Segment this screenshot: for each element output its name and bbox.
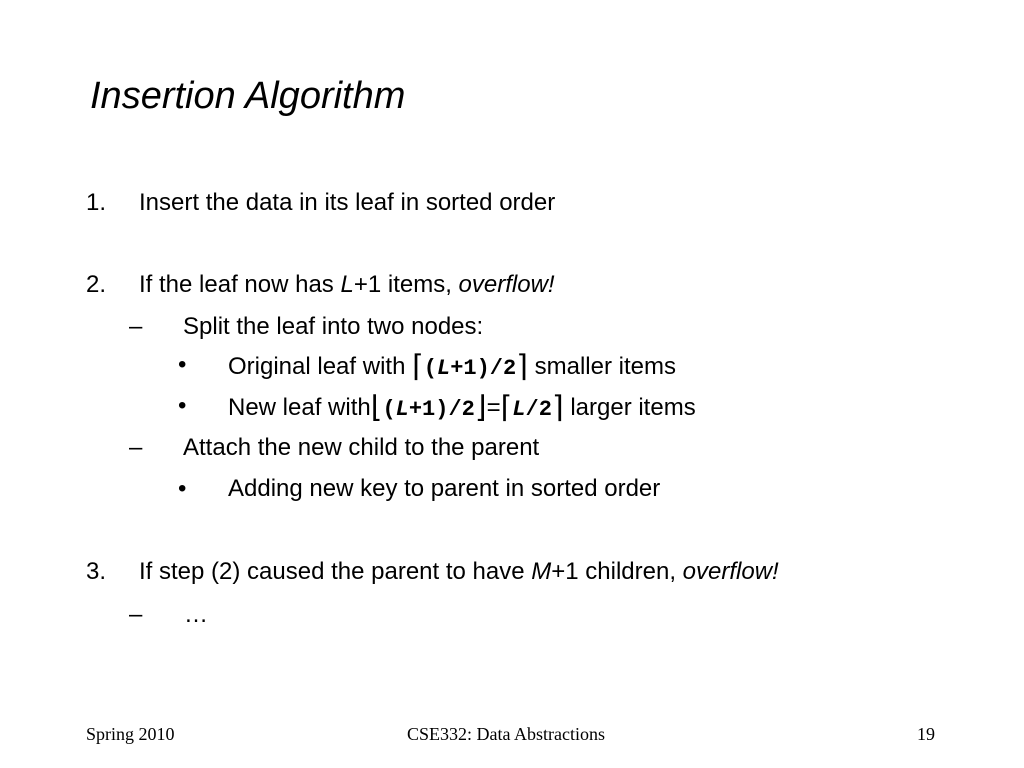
floor-open-symbol: ⌊ — [370, 390, 383, 425]
item-text: Insert the data in its leaf in sorted order — [139, 189, 556, 216]
equals-sign: = — [486, 394, 501, 421]
item-text: Attach the new child to the parent — [183, 434, 540, 461]
slide-title: Insertion Algorithm — [90, 75, 406, 117]
ceil-open-symbol: ⌈ — [412, 349, 424, 384]
text-segment: smaller items — [527, 353, 676, 380]
bullet-marker: • — [178, 475, 187, 502]
dash-marker: – — [129, 434, 143, 461]
text-segment: +1 items, — [353, 271, 459, 298]
dash-marker: – — [129, 601, 143, 628]
bullet-marker: • — [178, 351, 187, 378]
footer-date: Spring 2010 — [86, 724, 175, 744]
ceil-close-symbol: ⌉ — [551, 390, 564, 425]
text-segment: Original leaf with — [228, 353, 413, 380]
expr-var-l: L — [395, 397, 409, 422]
variable-m: M — [531, 558, 552, 585]
item-text — [228, 350, 676, 384]
footer-page-number: 19 — [917, 724, 935, 744]
text-segment: larger items — [563, 394, 696, 421]
bullet-marker: • — [178, 392, 187, 419]
text-segment: +1 children, — [551, 558, 683, 585]
expr-rest: /2 — [525, 397, 552, 422]
ceil-open-symbol: ⌈ — [500, 390, 513, 425]
expr-rest: +1)/2 — [450, 356, 517, 381]
overflow-emphasis: overflow! — [458, 271, 555, 298]
footer-course: CSE332: Data Abstractions — [407, 724, 605, 744]
expr-rest: +1)/2 — [408, 397, 475, 422]
item-text: Split the leaf into two nodes: — [183, 313, 484, 340]
item-text — [139, 270, 555, 300]
item-text — [139, 557, 779, 587]
text-segment: New leaf with — [228, 394, 371, 421]
item-marker: 3. — [86, 558, 107, 585]
item-text — [228, 391, 696, 425]
expr-paren: ( — [382, 397, 396, 422]
item-text: … — [184, 601, 208, 628]
text-segment: If step (2) caused the parent to have — [139, 558, 532, 585]
dash-marker: – — [129, 313, 143, 340]
expr-var-l: L — [512, 397, 526, 422]
expr-var-l: L — [437, 356, 451, 381]
expr-paren: ( — [423, 356, 437, 381]
floor-close-symbol: ⌋ — [474, 390, 487, 425]
item-marker: 2. — [86, 271, 107, 298]
item-marker: 1. — [86, 189, 107, 216]
variable-l: L — [340, 271, 354, 298]
ceil-close-symbol: ⌉ — [516, 349, 528, 384]
overflow-emphasis: overflow! — [682, 558, 779, 585]
text-segment: If the leaf now has — [139, 271, 341, 298]
item-text: Adding new key to parent in sorted order — [228, 475, 661, 502]
